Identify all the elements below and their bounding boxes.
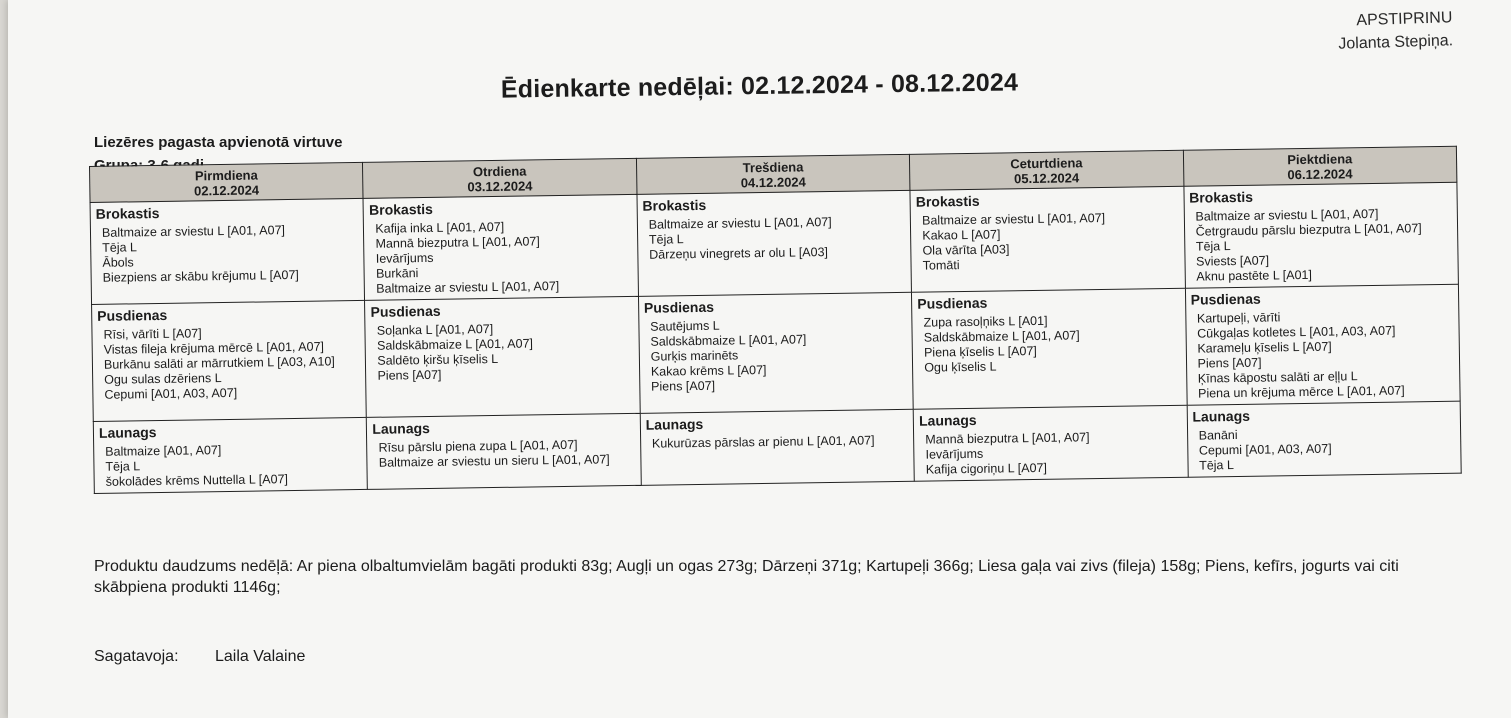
meal-items bbox=[1191, 308, 1456, 402]
day-date: 03.12.2024 bbox=[467, 178, 533, 195]
meal-items bbox=[96, 222, 360, 286]
menu-item: Karameļu ķīselis L [A07] bbox=[1197, 339, 1332, 356]
menu-item: Ievārījums bbox=[375, 250, 434, 266]
menu-item: Tēja L bbox=[105, 459, 141, 474]
menu-item: Burkāni bbox=[375, 266, 419, 281]
menu-item: Soļanka L [A01, A07] bbox=[376, 322, 494, 338]
meal-cell bbox=[638, 292, 913, 413]
day-name: Trešdiena bbox=[742, 159, 804, 176]
table-body bbox=[90, 182, 1461, 493]
meal-cell bbox=[1183, 182, 1458, 288]
approval-label: APSTIPRINU bbox=[1356, 9, 1453, 30]
meal-cell bbox=[367, 413, 641, 489]
menu-item: Baltmaize ar sviestu L [A01, A07] bbox=[101, 223, 286, 240]
menu-item: Kakao krēms L [A07] bbox=[650, 362, 767, 379]
menu-item: Ievārījums bbox=[925, 446, 984, 462]
menu-item: Piena un krējuma mērce L [A01, A07] bbox=[1197, 383, 1405, 401]
menu-item: Mannā biezputra L [A01, A07] bbox=[375, 234, 540, 251]
weekly-summary: Produktu daudzums nedēļā: Ar piena olbaltumvielām bagāti produkti 83g; Augļi un ogas 273g; Dārzeņi 371g; Kartupeļi 366g; Liesa gaļa vai zivs (fileja) 158g; Piens, kefīrs, jogurts vai citi skābpiena produkti 1146g; bbox=[94, 558, 1399, 596]
page-title: Ēdienkarte nedēļai: 02.12.2024 - 08.12.2024 bbox=[500, 68, 1019, 104]
menu-item: Tēja L bbox=[1195, 239, 1231, 254]
day-name: Ceturtdiena bbox=[1010, 155, 1083, 172]
day-header bbox=[636, 154, 910, 194]
meal-label: Launags bbox=[918, 411, 977, 429]
day-date: 02.12.2024 bbox=[193, 182, 260, 199]
day-name: Piektdiena bbox=[1287, 151, 1353, 168]
meal-label: Launags bbox=[372, 419, 431, 437]
menu-item: Aknu pastēte L [A01] bbox=[1196, 267, 1313, 284]
menu-item: Tomāti bbox=[922, 258, 960, 273]
meal-items bbox=[916, 210, 1180, 274]
day-date: 04.12.2024 bbox=[740, 174, 806, 191]
menu-item: Gurķis marinēts bbox=[650, 348, 739, 364]
menu-item: Baltmaize [A01, A07] bbox=[105, 443, 222, 459]
menu-item: šokolādes krēms Nuttella L [A07] bbox=[105, 472, 289, 489]
prepared-by-name: Laila Valaine bbox=[214, 648, 306, 665]
menu-item: Ogu sulas dzēriens L bbox=[104, 371, 222, 387]
meal-cell bbox=[92, 300, 367, 421]
kitchen-name: Liezēres pagasta apvienotā virtuve bbox=[94, 134, 343, 151]
menu-table bbox=[89, 146, 1462, 494]
menu-item: Baltmaize ar sviestu L [A01, A07] bbox=[648, 214, 832, 232]
menu-item: Kartupeļi, vārīti bbox=[1196, 310, 1281, 326]
day-header bbox=[1183, 146, 1457, 186]
day-header bbox=[90, 162, 364, 202]
menu-item: Piens [A07] bbox=[651, 378, 716, 394]
menu-item: Ogu ķīselis L bbox=[924, 359, 997, 375]
menu-item: Biezpiens ar skābu krējumu L [A07] bbox=[102, 267, 299, 285]
day-header bbox=[363, 158, 637, 198]
meal-cell bbox=[1187, 401, 1461, 477]
menu-item: Ķīnas kāpostu salāti ar eļļu L bbox=[1197, 369, 1358, 386]
menu-item: Dārzeņu vinegrets ar olu L [A03] bbox=[649, 245, 829, 262]
day-date: 05.12.2024 bbox=[1014, 170, 1080, 187]
approver-name: Jolanta Stepiņa. bbox=[1338, 32, 1454, 53]
menu-item: Ābols bbox=[102, 255, 134, 270]
meal-label: Brokastis bbox=[1189, 188, 1254, 206]
menu-item: Ola vārīta [A03] bbox=[922, 242, 1010, 258]
menu-item: Burkānu salāti ar mārrutkiem L [A03, A10] bbox=[103, 354, 335, 372]
meal-items bbox=[917, 312, 1181, 376]
menu-item: Mannā biezputra L [A01, A07] bbox=[925, 430, 1090, 447]
menu-item: Baltmaize ar sviestu L [A01, A07] bbox=[921, 210, 1106, 228]
meal-label: Launags bbox=[645, 415, 704, 433]
menu-item: Cepumi [A01, A03, A07] bbox=[1198, 441, 1332, 458]
meal-items bbox=[369, 218, 633, 297]
menu-item: Tēja L bbox=[1199, 458, 1234, 473]
meal-items bbox=[646, 433, 910, 452]
meal-cell bbox=[365, 296, 640, 417]
menu-item: Saldskābmaize L [A01, A07] bbox=[650, 332, 807, 349]
meal-label: Pusdienas bbox=[643, 298, 715, 316]
prepared-by bbox=[94, 648, 305, 666]
meal-cell bbox=[637, 190, 912, 296]
menu-item: Sautējums L bbox=[650, 318, 720, 334]
menu-item: Baltmaize ar sviestu L [A01, A07] bbox=[1195, 206, 1379, 224]
menu-item: Tēja L bbox=[648, 232, 684, 247]
menu-item: Saldskābmaize L [A01, A07] bbox=[376, 336, 534, 353]
menu-item: Cepumi [A01, A03, A07] bbox=[104, 385, 238, 402]
meal-label: Brokastis bbox=[95, 204, 160, 222]
menu-item: Sviests [A07] bbox=[1195, 253, 1270, 269]
day-name: Pirmdiena bbox=[194, 167, 258, 184]
meal-items bbox=[919, 429, 1183, 478]
menu-item: Baltmaize ar sviestu L [A01, A07] bbox=[376, 279, 560, 296]
meal-cell bbox=[913, 405, 1187, 481]
meal-items bbox=[1189, 206, 1454, 285]
day-date: 06.12.2024 bbox=[1287, 166, 1353, 183]
meal-cell bbox=[363, 194, 638, 300]
meal-items bbox=[643, 214, 907, 263]
meal-label: Brokastis bbox=[642, 196, 707, 214]
menu-item: Zupa rasoļņiks L [A01] bbox=[923, 313, 1048, 330]
meal-cell bbox=[910, 186, 1185, 292]
meal-label: Pusdienas bbox=[370, 302, 441, 320]
menu-item: Četrgraudu pārslu biezputra L [A01, A07] bbox=[1195, 221, 1422, 239]
menu-item: Banāni bbox=[1198, 427, 1238, 443]
menu-table-wrapper bbox=[89, 146, 1462, 494]
meal-label: Pusdienas bbox=[1190, 290, 1261, 308]
menu-item: Rīsi, vārīti L [A07] bbox=[103, 326, 202, 342]
meal-label: Pusdienas bbox=[917, 294, 988, 312]
meal-cell bbox=[1185, 284, 1460, 405]
menu-item: Piens [A07] bbox=[1197, 355, 1262, 371]
meal-label: Launags bbox=[98, 424, 157, 441]
menu-item: Saldskābmaize L [A01, A07] bbox=[923, 328, 1080, 345]
menu-item: Cūkgaļas kotletes L [A01, A03, A07] bbox=[1197, 323, 1396, 341]
menu-item: Kakao L [A07] bbox=[922, 227, 1001, 243]
day-name: Otrdiena bbox=[472, 163, 527, 180]
meal-items bbox=[372, 437, 636, 471]
meal-items bbox=[1193, 425, 1457, 474]
meal-label: Brokastis bbox=[915, 192, 980, 210]
menu-item: Kafija inka L [A01, A07] bbox=[375, 219, 505, 236]
menu-item: Kafija cigoriņu L [A07] bbox=[925, 460, 1047, 477]
meal-items bbox=[371, 320, 635, 384]
menu-item: Baltmaize ar sviestu un sieru L [A01, A07] bbox=[378, 452, 610, 470]
meal-cell bbox=[93, 417, 367, 493]
meal-cell bbox=[640, 409, 914, 485]
meal-row-lunch bbox=[92, 284, 1461, 421]
meal-cell bbox=[912, 288, 1187, 409]
meal-label: Brokastis bbox=[368, 200, 433, 218]
menu-item: Piens [A07] bbox=[377, 367, 442, 383]
meal-items bbox=[644, 316, 908, 395]
approval-block bbox=[1338, 6, 1454, 56]
menu-document bbox=[8, 0, 1511, 718]
meal-label: Pusdienas bbox=[97, 306, 168, 324]
meal-label: Launags bbox=[1192, 407, 1251, 425]
meal-items bbox=[97, 324, 361, 403]
day-header bbox=[910, 150, 1184, 190]
meal-items bbox=[99, 441, 363, 490]
menu-item: Rīsu pārslu piena zupa L [A01, A07] bbox=[378, 437, 578, 455]
menu-item: Kukurūzas pārslas ar pienu L [A01, A07] bbox=[651, 433, 875, 451]
menu-item: Piena ķīselis L [A07] bbox=[923, 343, 1037, 360]
meal-row-breakfast bbox=[90, 182, 1458, 304]
prepared-by-label: Sagatavoja: bbox=[94, 648, 179, 665]
menu-item: Vistas fileja krējuma mērcē L [A01, A07] bbox=[103, 339, 325, 357]
menu-item: Tēja L bbox=[102, 240, 138, 255]
meal-cell bbox=[90, 198, 365, 304]
menu-item: Saldēto ķiršu ķīselis L bbox=[377, 351, 499, 368]
